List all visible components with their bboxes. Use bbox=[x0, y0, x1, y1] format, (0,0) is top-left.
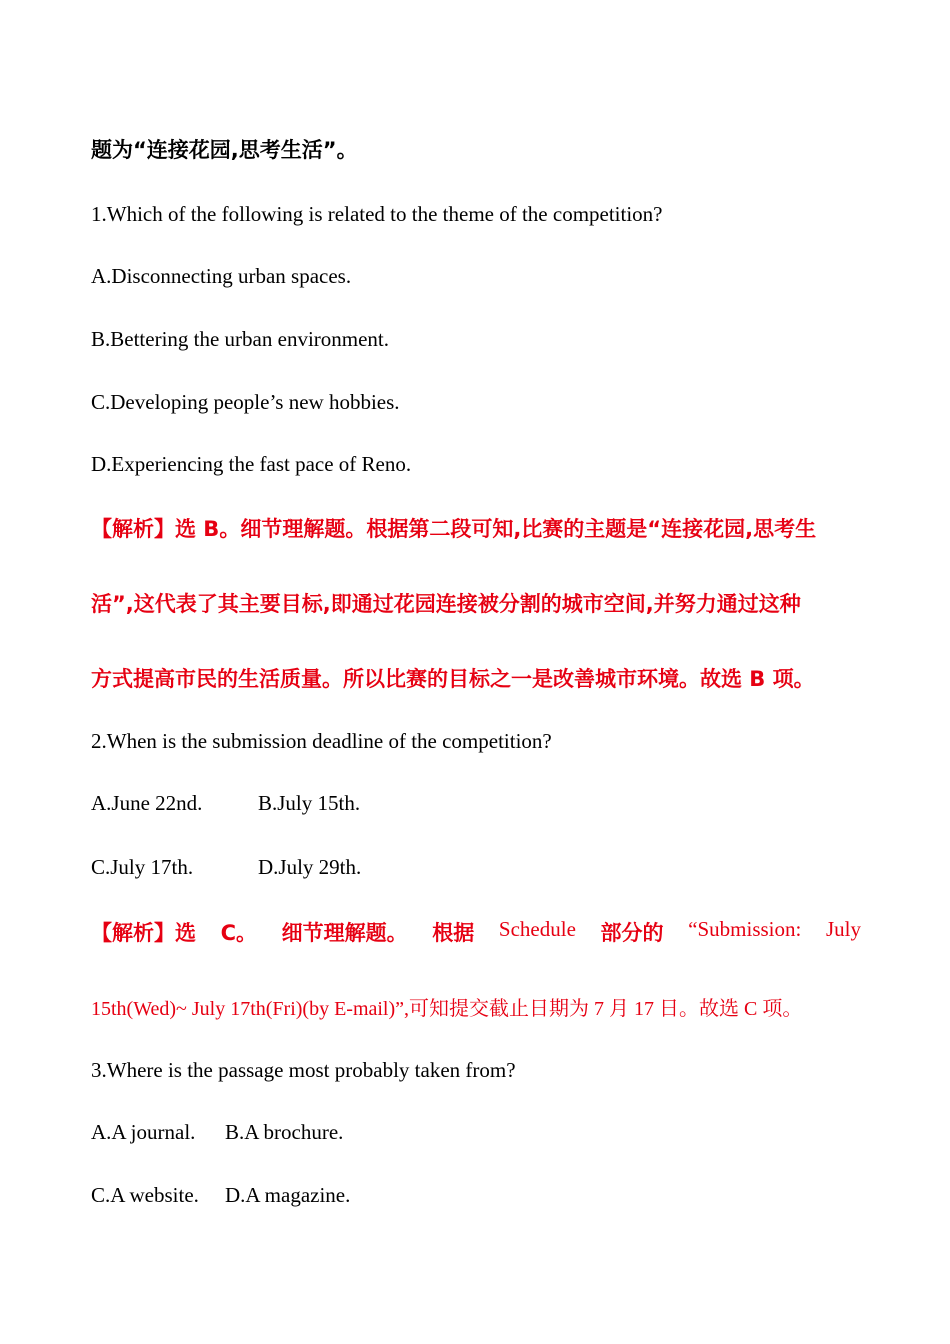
q3-option-a: A.A journal. bbox=[91, 1120, 196, 1144]
q2-analysis-part: “Submission: bbox=[688, 917, 802, 941]
q2-analysis-line-2: 15th(Wed)~ July 17th(Fri)(by E-mail)”,可知提交截止日期为 7 月 17 日。故选 C 项。 bbox=[91, 998, 803, 1020]
q1-option-d: D.Experiencing the fast pace of Reno. bbox=[91, 452, 412, 476]
q3-option-b: B.A brochure. bbox=[225, 1120, 344, 1144]
question-1: 1.Which of the following is related to the theme of the competition? bbox=[91, 202, 663, 226]
q1-option-c: C.Developing people’s new hobbies. bbox=[91, 390, 400, 414]
q2-option-d: D.July 29th. bbox=[258, 855, 362, 879]
q2-options-row-2 bbox=[91, 853, 361, 881]
q2-option-c: C.July 17th. bbox=[91, 855, 194, 879]
q3-options-row-1 bbox=[91, 1118, 343, 1146]
intro-line: 题为“连接花园,思考生活”。 bbox=[91, 138, 358, 162]
q2-analysis-part: Schedule bbox=[498, 917, 576, 941]
q2-analysis-part: 根据 bbox=[432, 921, 475, 945]
q2-analysis-part: C。 bbox=[220, 921, 258, 945]
q2-analysis-part: 部分的 bbox=[600, 921, 664, 945]
q2-analysis-part: 细节理解题。 bbox=[281, 921, 408, 945]
question-3: 3.Where is the passage most probably taken from? bbox=[91, 1058, 516, 1082]
q1-analysis-line-2: 活”,这代表了其主要目标,即通过花园连接被分割的城市空间,并努力通过这种 bbox=[91, 592, 801, 616]
q2-options-row-1 bbox=[91, 789, 360, 817]
q3-options-row-2 bbox=[91, 1181, 350, 1209]
q1-option-a: A.Disconnecting urban spaces. bbox=[91, 264, 352, 288]
q3-option-c: C.A website. bbox=[91, 1183, 199, 1207]
q2-option-a: A.June 22nd. bbox=[91, 791, 203, 815]
q1-option-b: B.Bettering the urban environment. bbox=[91, 327, 390, 351]
q2-analysis-part: July bbox=[825, 917, 861, 941]
q2-analysis-line-1 bbox=[91, 917, 861, 947]
question-2: 2.When is the submission deadline of the competition? bbox=[91, 729, 552, 753]
q1-analysis-line-1: 【解析】选 B。细节理解题。根据第二段可知,比赛的主题是“连接花园,思考生 bbox=[91, 517, 817, 541]
q1-analysis-line-3: 方式提高市民的生活质量。所以比赛的目标之一是改善城市环境。故选 B 项。 bbox=[91, 667, 815, 691]
q2-analysis-part: 【解析】选 bbox=[91, 921, 196, 945]
q2-option-b: B.July 15th. bbox=[258, 791, 361, 815]
q3-option-d: D.A magazine. bbox=[225, 1183, 351, 1207]
